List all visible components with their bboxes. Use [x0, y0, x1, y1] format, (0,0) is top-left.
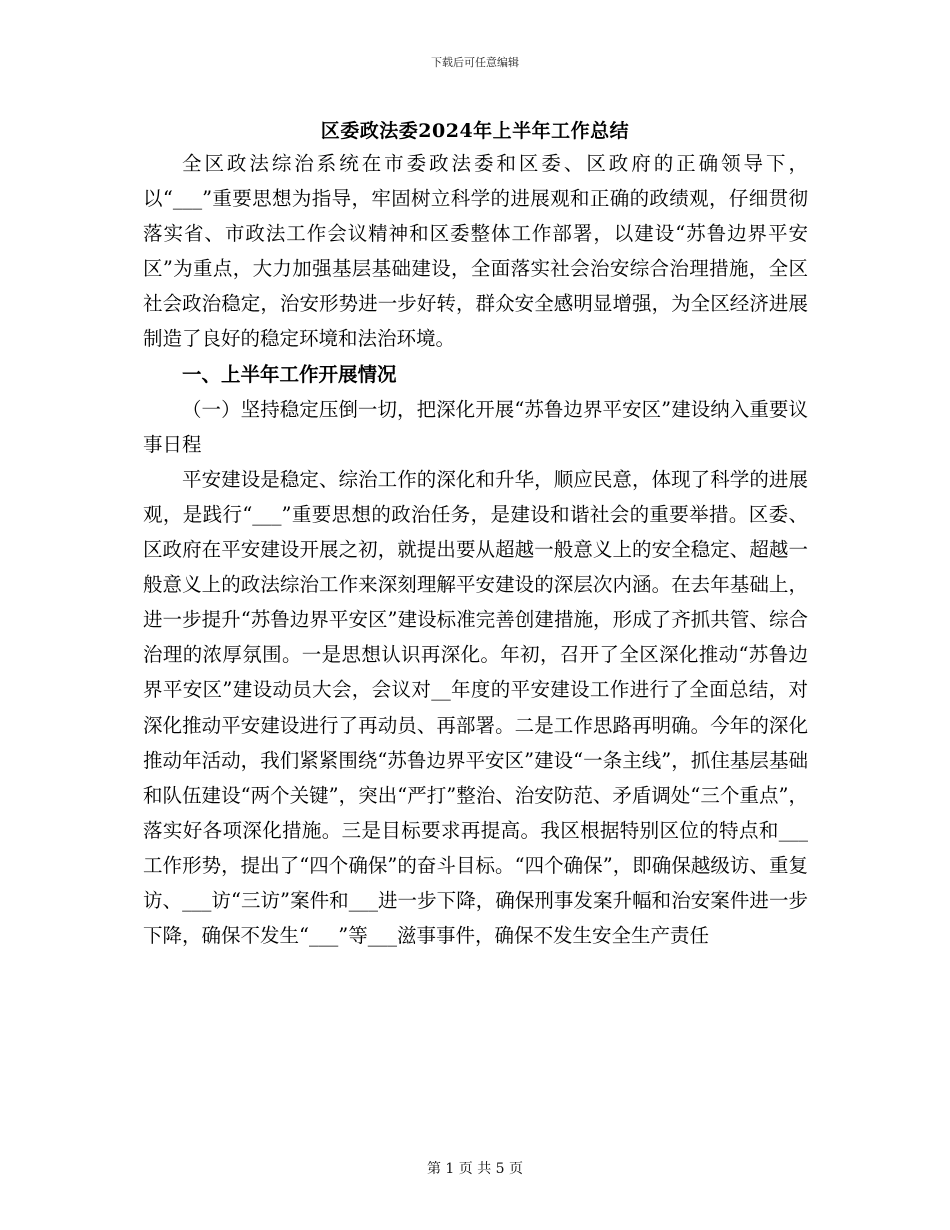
document-body	[143, 146, 808, 953]
intro-paragraph: 全区政法综治系统在市委政法委和区委、区政府的正确领导下，以“___”重要思想为指导，牢固树立科学的进展观和正确的政绩观，仔细贯彻落实省、市政法工作会议精神和区委整体工作部署，以建设“苏鲁边界平安区”为重点，大力加强基层基础建设，全面落实社会治安综合治理措施，全区社会政治稳定，治安形势进一步好转，群众安全感明显增强，为全区经济进展制造了良好的稳定环境和法治环境。	[143, 152, 808, 351]
page-header: 下载后可任意编辑	[431, 56, 519, 69]
document-title: 区委政法委2024年上半年工作总结	[320, 120, 630, 142]
subsection-heading: （一）坚持稳定压倒一切，把深化开展“苏鲁边界平安区”建设纳入重要议事日程	[143, 397, 808, 456]
page-footer: 第 1 页 共 5 页	[426, 1161, 524, 1177]
body-paragraph: 平安建设是稳定、综治工作的深化和升华，顺应民意，体现了科学的进展观，是践行“___”重要思想的政治任务，是建设和谐社会的重要举措。区委、区政府在平安建设开展之初，就提出要从超越一般意义上的安全稳定、超越一般意义上的政法综治工作来深刻理解平安建设的深层次内涵。在去年基础上，进一步提升“苏鲁边界平安区”建设标准完善创建措施，形成了齐抓共管、综合治理的浓厚氛围。一是思想认识再深化。年初，召开了全区深化推动“苏鲁边界平安区”建设动员大会，会议对__年度的平安建设工作进行了全面总结，对深化推动平安建设进行了再动员、再部署。二是工作思路再明确。今年的深化推动年活动，我们紧紧围绕“苏鲁边界平安区”建设“一条主线”，抓住基层基础和队伍建设“两个关键”，突出“严打”整治、治安防范、矛盾调处“三个重点”，落实好各项深化措施。三是目标要求再提高。我区根据特别区位的特点和___工作形势，提出了“四个确保”的奋斗目标。“四个确保”，即确保越级访、重复访、___访“三访”案件和___进一步下降，确保刑事发案升幅和治安案件进一步下降，确保不发生“___”等___滋事事件，确保不发生安全生产责任	[143, 467, 808, 948]
section-heading: 一、上半年工作开展情况	[182, 362, 397, 386]
